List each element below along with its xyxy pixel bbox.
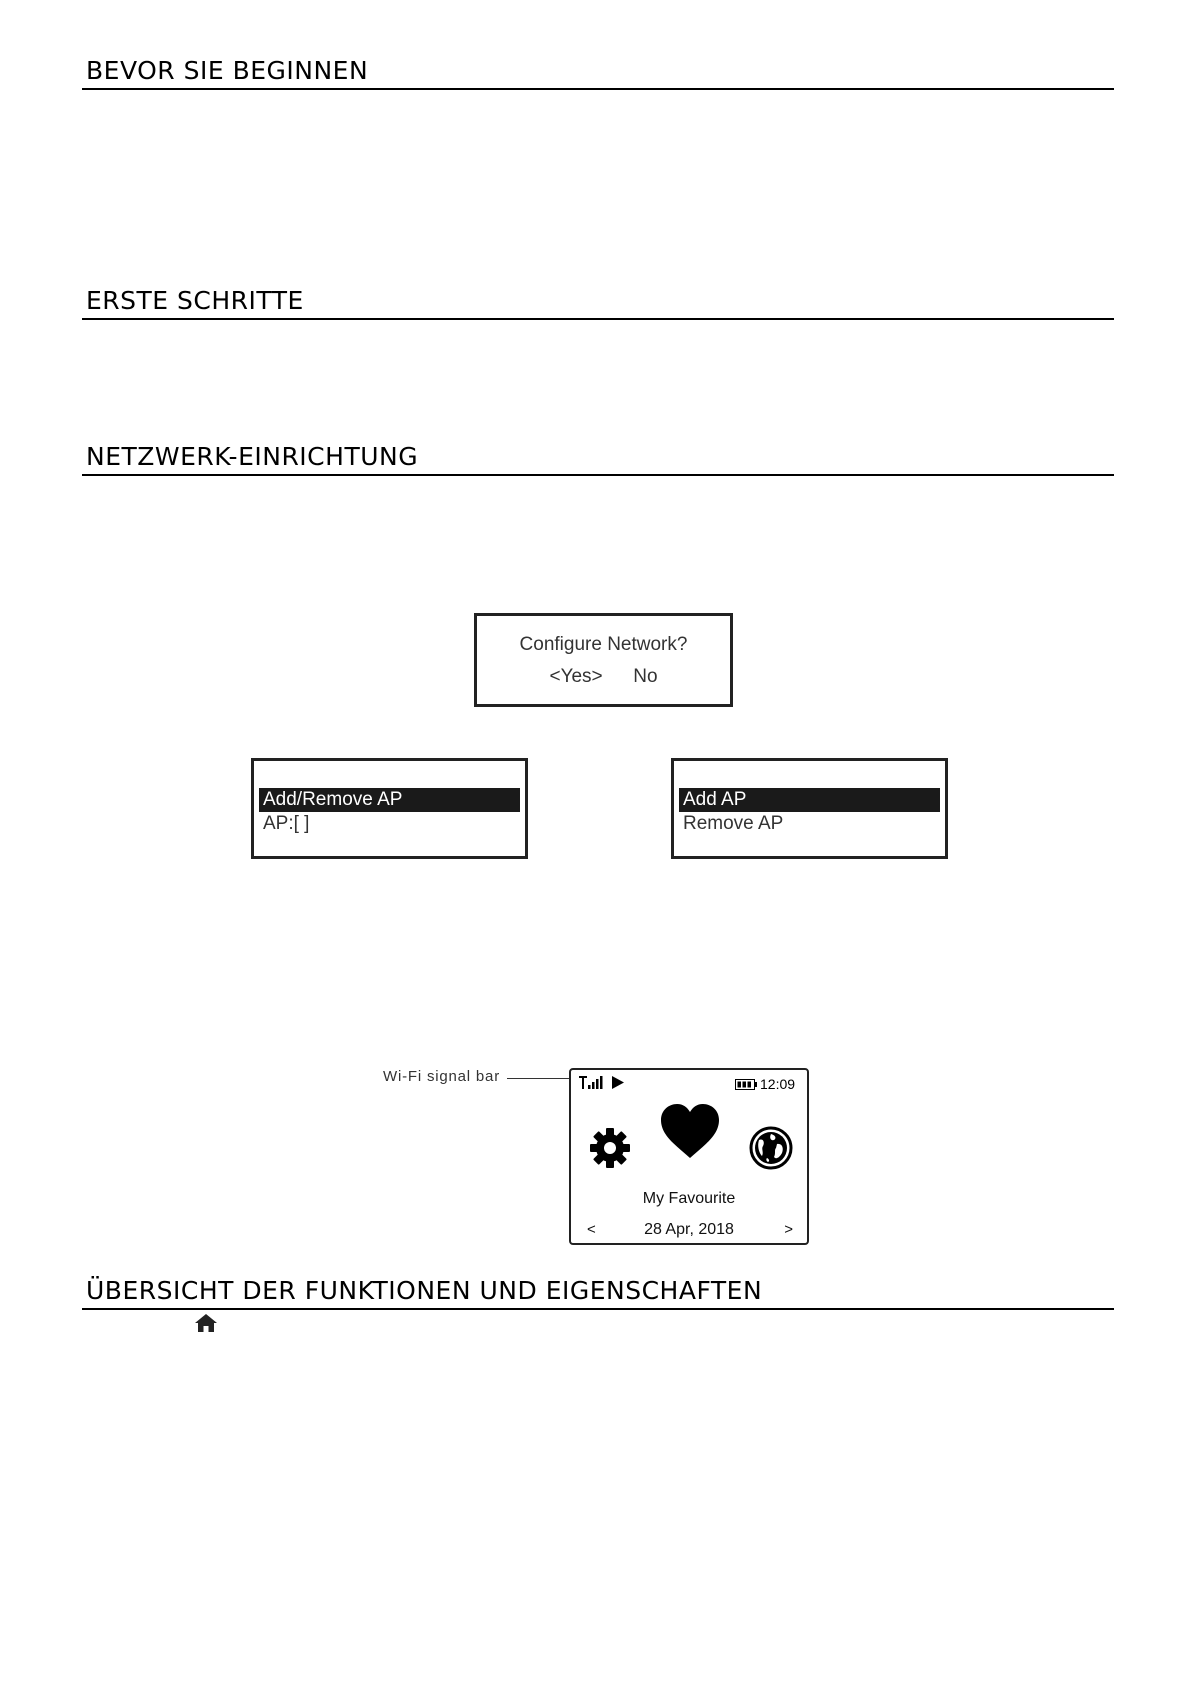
configure-network-screen [474,613,733,707]
menu-item-add-ap[interactable]: Add AP [679,788,940,812]
globe-icon[interactable] [749,1126,793,1170]
gear-icon[interactable] [589,1127,631,1169]
yes-option[interactable]: <Yes> [549,666,603,687]
configure-network-question: Configure Network? [519,634,688,655]
ap-menu-screen-left [251,758,528,859]
home-center-label: My Favourite [642,1190,736,1207]
menu-item-ap-list[interactable]: AP:[ ] [263,813,310,834]
wifi-signal-icon [579,1076,603,1090]
menu-item-add-remove-ap[interactable]: Add/Remove AP [259,788,520,812]
home-date: 28 Apr, 2018 [644,1221,734,1238]
home-screen [569,1068,809,1245]
play-icon [611,1075,625,1090]
ap-menu-screen-right [671,758,948,859]
battery-icon [735,1079,757,1090]
no-option[interactable]: No [633,666,658,687]
next-arrow[interactable]: > [784,1221,793,1238]
heading-before-start: BEVOR SIE BEGINNEN [82,56,1114,90]
heart-icon[interactable] [659,1102,721,1160]
heading-network-setup: NETZWERK-EINRICHTUNG [82,442,1114,476]
heading-overview: ÜBERSICHT DER FUNKTIONEN UND EIGENSCHAFTEN [82,1276,1114,1310]
menu-item-remove-ap[interactable]: Remove AP [683,813,784,834]
wifi-signal-callout: Wi-Fi signal bar [383,1068,500,1085]
configure-network-options [477,666,730,688]
prev-arrow[interactable]: < [587,1221,596,1238]
clock-time: 12:09 [760,1076,796,1092]
heading-first-steps: ERSTE SCHRITTE [82,286,1114,320]
callout-line [507,1078,577,1079]
home-icon [194,1313,218,1333]
